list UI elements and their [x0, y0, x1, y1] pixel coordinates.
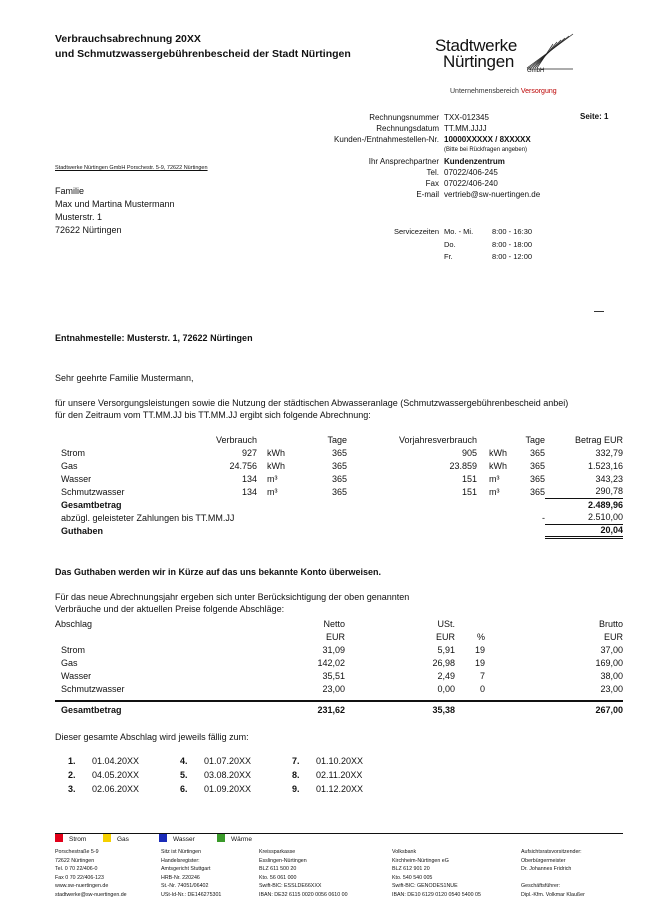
footer-line: Esslingen-Nürtingen	[259, 857, 307, 864]
logo-line-2: Nürtingen	[443, 52, 515, 71]
unit-percent: %	[476, 631, 485, 642]
header-verbrauch: Verbrauch	[215, 434, 257, 445]
meta-value: 07022/406-240	[444, 179, 498, 188]
header-brutto: Brutto	[598, 618, 623, 629]
abschlag-netto: 31,09	[322, 644, 345, 655]
abschlag-total-brutto: 267,00	[595, 704, 623, 715]
service-day: Mo. - Mi.	[444, 227, 474, 236]
header-ust: USt.	[437, 618, 455, 629]
service-time: 8:00 - 16:30	[492, 227, 533, 236]
meta-value: TT.MM.JJJJ	[444, 124, 487, 133]
row-name: Wasser	[61, 473, 92, 484]
due-text: Dieser gesamte Abschlag wird jeweils fällig zum:	[55, 732, 249, 742]
footer-line: Sitz ist Nürtingen	[161, 849, 202, 855]
row-prev-consumption: 151	[461, 473, 477, 484]
footer-line: IBAN: DE10 6129 0120 0540 5400 05	[392, 891, 481, 898]
row-consumption: 927	[241, 447, 257, 458]
footer-line: Volksbank	[392, 849, 417, 855]
meta-label: E-mail	[416, 190, 439, 199]
abschlag-name: Wasser	[61, 670, 92, 681]
logo-gmbh: GmbH	[527, 68, 545, 74]
meta-label: Tel.	[426, 168, 439, 177]
abschlag-netto: 23,00	[322, 683, 345, 694]
footer-line	[521, 874, 623, 883]
abschlag-name: Strom	[61, 644, 86, 655]
billing-row	[55, 446, 623, 459]
footer-column	[55, 848, 161, 900]
due-date-number: 3.	[68, 784, 76, 794]
address-line: Max und Martina Mustermann	[55, 199, 175, 209]
row-name: Gas	[61, 460, 78, 471]
abschlag-total-label: Gesamtbetrag	[61, 704, 122, 715]
abschlag-row	[55, 656, 623, 669]
meta-row	[300, 189, 594, 200]
service-label: Servicezeiten	[393, 227, 439, 236]
billing-header-row	[55, 433, 623, 446]
colorbar-label: Gas	[117, 836, 129, 843]
due-date: 02.06.20XX	[92, 784, 140, 794]
footer-line: Amtsgericht Stuttgart	[161, 866, 211, 873]
row-unit: m³	[267, 473, 278, 484]
intro-text	[55, 397, 568, 421]
colorbar-item	[159, 834, 217, 843]
meta-row	[300, 112, 594, 123]
row-prev-consumption: 23.859	[449, 460, 477, 471]
row-days: 365	[331, 447, 347, 458]
billing-total-label: Gesamtbetrag	[61, 499, 122, 510]
next-line-1: Für das neue Abrechnungsjahr ergeben sich unter Berücksichtigung der oben genannten	[55, 592, 410, 602]
due-date: 02.11.20XX	[316, 770, 363, 780]
row-prev-days: 365	[529, 460, 545, 471]
abschlag-table	[55, 617, 623, 717]
footer-line: Dipl.-Kfm. Volkmar Klaußer	[521, 891, 585, 898]
meta-row	[300, 156, 594, 167]
business-unit	[450, 88, 557, 95]
meta-value: TXX-012345	[444, 113, 489, 122]
unit-eur-brutto: EUR	[603, 631, 623, 642]
meta-value: vertrieb@sw-nuertingen.de	[444, 190, 541, 199]
row-days: 365	[331, 460, 347, 471]
due-date: 04.05.20XX	[92, 770, 140, 780]
meta-value: 07022/406-245	[444, 168, 498, 177]
due-date: 01.09.20XX	[204, 784, 252, 794]
next-line-2: Verbräuche und der aktuellen Preise folgende Abschläge:	[55, 604, 285, 614]
billing-credit-value: 20,04	[545, 524, 623, 537]
row-days: 365	[331, 473, 347, 484]
due-date: 01.07.20XX	[204, 756, 252, 766]
row-unit: kWh	[267, 460, 285, 471]
footer-line: Kirchheim-Nürtingen eG	[392, 857, 449, 864]
fold-mark	[594, 311, 604, 312]
colorbar-item	[217, 834, 267, 843]
service-colorbar	[55, 833, 623, 844]
meta-label: Rechnungsnummer	[369, 113, 439, 122]
row-amount: 343,23	[595, 473, 623, 484]
footer-line: HRB-Nr. 220246	[161, 874, 200, 881]
footer-line: Kto. 56 061 000	[259, 874, 297, 881]
header-abschlag: Abschlag	[55, 618, 93, 629]
abschlag-row	[55, 669, 623, 682]
colorbar-swatch	[217, 834, 225, 842]
unit-prefix: Unternehmensbereich	[450, 88, 519, 95]
header-tage-2: Tage	[525, 434, 545, 445]
footer	[55, 848, 623, 900]
billing-paid-label: abzügl. geleisteter Zahlungen bis TT.MM.JJ	[61, 512, 235, 523]
billing-row	[55, 472, 623, 485]
meta-row	[300, 145, 594, 156]
abschlag-netto: 35,51	[322, 670, 345, 681]
row-prev-days: 365	[529, 473, 545, 484]
row-prev-days: 365	[529, 486, 545, 497]
service-hours	[300, 226, 532, 264]
footer-line: BLZ 612 901 20	[392, 866, 430, 873]
row-prev-unit: m³	[489, 486, 500, 497]
row-consumption: 24.756	[229, 460, 257, 471]
next-year-text	[55, 591, 409, 615]
row-consumption: 134	[241, 473, 257, 484]
due-date-row	[68, 768, 396, 782]
footer-column	[392, 848, 521, 900]
service-label	[300, 251, 444, 264]
colorbar-label: Wärme	[231, 836, 252, 843]
abschlag-pct: 7	[479, 670, 485, 681]
row-days: 365	[331, 486, 347, 497]
abschlag-ust: 26,98	[432, 657, 455, 668]
footer-line: IBAN: DE32 6115 0020 0056 0610 00	[259, 891, 348, 898]
footer-column	[521, 848, 623, 900]
header-vorjahr: Vorjahresverbrauch	[398, 434, 477, 445]
footer-line: Swift-BIC: GENODES1NUE	[392, 883, 458, 890]
row-name: Strom	[61, 447, 86, 458]
footer-line: Kreissparkasse	[259, 849, 296, 855]
meta-label: Fax	[425, 179, 439, 188]
abschlag-total-row	[55, 701, 623, 717]
footer-column	[259, 848, 392, 900]
due-date-number: 5.	[180, 770, 188, 780]
intro-line-2: für den Zeitraum vom TT.MM.JJ bis TT.MM.JJ ergibt sich folgende Abrechnung:	[55, 410, 371, 420]
abschlag-ust: 5,91	[437, 644, 455, 655]
meta-label: Rechnungsdatum	[376, 124, 439, 133]
colorbar-label: Strom	[69, 836, 87, 843]
row-amount: 332,79	[595, 447, 623, 458]
due-date: 01.12.20XX	[316, 784, 364, 794]
billing-paid	[55, 511, 623, 524]
row-prev-unit: kWh	[489, 447, 507, 458]
abschlag-row	[55, 643, 623, 656]
due-dates	[68, 754, 396, 796]
abschlag-name: Gas	[61, 657, 78, 668]
due-date-number: 8.	[292, 770, 300, 780]
footer-line: Oberbürgermeister	[521, 857, 566, 864]
billing-paid-value: 2.510,00	[545, 511, 623, 524]
due-date-number: 1.	[68, 756, 76, 766]
row-prev-consumption: 151	[461, 486, 477, 497]
row-consumption: 134	[241, 486, 257, 497]
header-tage: Tage	[327, 434, 347, 445]
entnahmestelle: Entnahmestelle: Musterstr. 1, 72622 Nürtingen	[55, 333, 253, 343]
footer-line: Swift-BIC: ESSLDE66XXX	[259, 883, 322, 890]
billing-total	[55, 498, 623, 511]
meta-label: Ihr Ansprechpartner	[368, 157, 439, 166]
service-day: Fr.	[444, 252, 453, 261]
salutation: Sehr geehrte Familie Mustermann,	[55, 373, 194, 383]
due-date-number: 9.	[292, 784, 300, 794]
row-amount: 290,78	[545, 485, 623, 498]
abschlag-pct: 19	[474, 644, 485, 655]
footer-line: www.sw-nuertingen.de	[55, 883, 109, 890]
due-date-number: 6.	[180, 784, 188, 794]
abschlag-brutto: 37,00	[600, 644, 623, 655]
service-label	[300, 239, 444, 252]
logo-rays-icon	[525, 32, 575, 72]
recipient-address	[55, 185, 175, 237]
billing-total-sign	[517, 498, 545, 511]
abschlag-brutto: 38,00	[600, 670, 623, 681]
billing-total-value: 2.489,96	[587, 499, 623, 510]
row-prev-days: 365	[529, 447, 545, 458]
footer-line: stadtwerke@sw-nuertingen.de	[55, 891, 127, 898]
billing-paid-sign: -	[542, 512, 545, 523]
billing-credit-sign	[517, 524, 545, 537]
meta-value: 10000XXXXX / 8XXXXX	[444, 135, 531, 144]
row-prev-unit: kWh	[489, 460, 507, 471]
service-row	[300, 226, 532, 239]
meta-row	[300, 167, 594, 178]
colorbar-item	[103, 834, 159, 843]
footer-line: Tel. 0 70 22/406-0	[55, 866, 98, 873]
due-date-number: 7.	[292, 756, 300, 766]
billing-credit	[55, 524, 623, 537]
row-unit: m³	[267, 486, 278, 497]
footer-line: Handelsregister:	[161, 857, 200, 864]
address-line: 72622 Nürtingen	[55, 225, 122, 235]
footer-line: BLZ 611 500 20	[259, 866, 297, 873]
abschlag-row	[55, 682, 623, 695]
billing-row	[55, 459, 623, 472]
logo-line-1: Stadtwerke	[435, 36, 518, 55]
abschlag-unit-row	[55, 630, 623, 643]
colorbar-swatch	[55, 834, 63, 842]
document-title	[55, 32, 351, 62]
sender-line: Stadtwerke Nürtingen GmbH Porschestr. 5-9, 72622 Nürtingen	[55, 165, 208, 171]
footer-line: Aufsichtsratsvorsitzender:	[521, 849, 582, 855]
meta-row	[300, 134, 594, 145]
footer-line: Geschäftsführer:	[521, 883, 561, 890]
abschlag-brutto: 23,00	[600, 683, 623, 694]
page-number: Seite: 1	[580, 112, 609, 121]
service-time: 8:00 - 18:00	[492, 239, 533, 249]
abschlag-ust: 0,00	[437, 683, 455, 694]
due-date: 01.04.20XX	[92, 756, 140, 766]
meta-row	[300, 123, 594, 134]
abschlag-brutto: 169,00	[595, 657, 623, 668]
row-name: Schmutzwasser	[61, 486, 125, 497]
invoice-meta	[300, 112, 594, 200]
meta-label: Kunden-/Entnahmestellen-Nr.	[334, 135, 439, 144]
colorbar-item	[55, 834, 103, 843]
footer-column	[161, 848, 259, 900]
service-row	[300, 251, 532, 264]
footer-line: 72622 Nürtingen	[55, 857, 95, 864]
due-date-number: 4.	[180, 756, 188, 766]
footer-line: Kto. 540 540 005	[392, 874, 433, 881]
footer-line: St.-Nr. 74051/06402	[161, 883, 209, 890]
footer-line: USt-Id-Nr.: DE146275301	[161, 891, 222, 898]
footer-line: Dr. Johannes Fridrich	[521, 866, 572, 873]
colorbar-swatch	[103, 834, 111, 842]
due-date-row	[68, 782, 396, 796]
title-line-2: und Schmutzwassergebührenbescheid der Stadt Nürtingen	[55, 48, 351, 60]
due-date: 03.08.20XX	[204, 770, 252, 780]
address-line: Musterstr. 1	[55, 212, 103, 222]
address-line: Familie	[55, 186, 85, 196]
abschlag-ust: 2,49	[437, 670, 455, 681]
unit-eur-ust: EUR	[435, 631, 455, 642]
abschlag-header-row	[55, 617, 623, 630]
colorbar-label: Wasser	[173, 836, 195, 843]
intro-line-1: für unsere Versorgungsleistungen sowie die Nutzung der städtischen Abwasseranlage (Schmutzwassergebührenbescheid anbei)	[55, 398, 569, 408]
unit-name: Versorgung	[520, 88, 557, 95]
abschlag-name: Schmutzwasser	[61, 683, 125, 694]
meta-label	[300, 145, 444, 156]
row-prev-consumption: 905	[461, 447, 477, 458]
title-line-1: Verbrauchsabrechnung 20XX	[55, 33, 201, 45]
abschlag-total-ust: 35,38	[432, 704, 455, 715]
abschlag-pct: 19	[474, 657, 485, 668]
billing-row	[55, 485, 623, 498]
abschlag-total-netto: 231,62	[317, 704, 345, 715]
abschlag-netto: 142,02	[317, 657, 345, 668]
unit-eur-netto: EUR	[325, 631, 345, 642]
billing-table	[55, 433, 623, 539]
row-prev-unit: m³	[489, 473, 500, 484]
meta-row	[300, 178, 594, 189]
colorbar-swatch	[159, 834, 167, 842]
row-amount: 1.523,16	[587, 460, 623, 471]
credit-note: Das Guthaben werden wir in Kürze auf das uns bekannte Konto überweisen.	[55, 567, 382, 577]
due-date-row	[68, 754, 396, 768]
service-row	[300, 239, 532, 252]
row-unit: kWh	[267, 447, 285, 458]
header-betrag: Betrag EUR	[574, 434, 623, 445]
due-date: 01.10.20XX	[316, 756, 364, 766]
service-day: Do.	[444, 239, 456, 249]
due-date-number: 2.	[68, 770, 76, 780]
footer-line: Porschestraße 5-9	[55, 849, 99, 855]
footer-line: Fax 0 70 22/406-123	[55, 874, 104, 881]
abschlag-pct: 0	[479, 683, 485, 694]
meta-value: Kundenzentrum	[444, 157, 505, 166]
service-time: 8:00 - 12:00	[492, 252, 533, 261]
header-netto: Netto	[323, 618, 345, 629]
meta-value: (Bitte bei Rückfragen angeben)	[444, 147, 528, 153]
billing-credit-label: Guthaben	[61, 525, 103, 536]
